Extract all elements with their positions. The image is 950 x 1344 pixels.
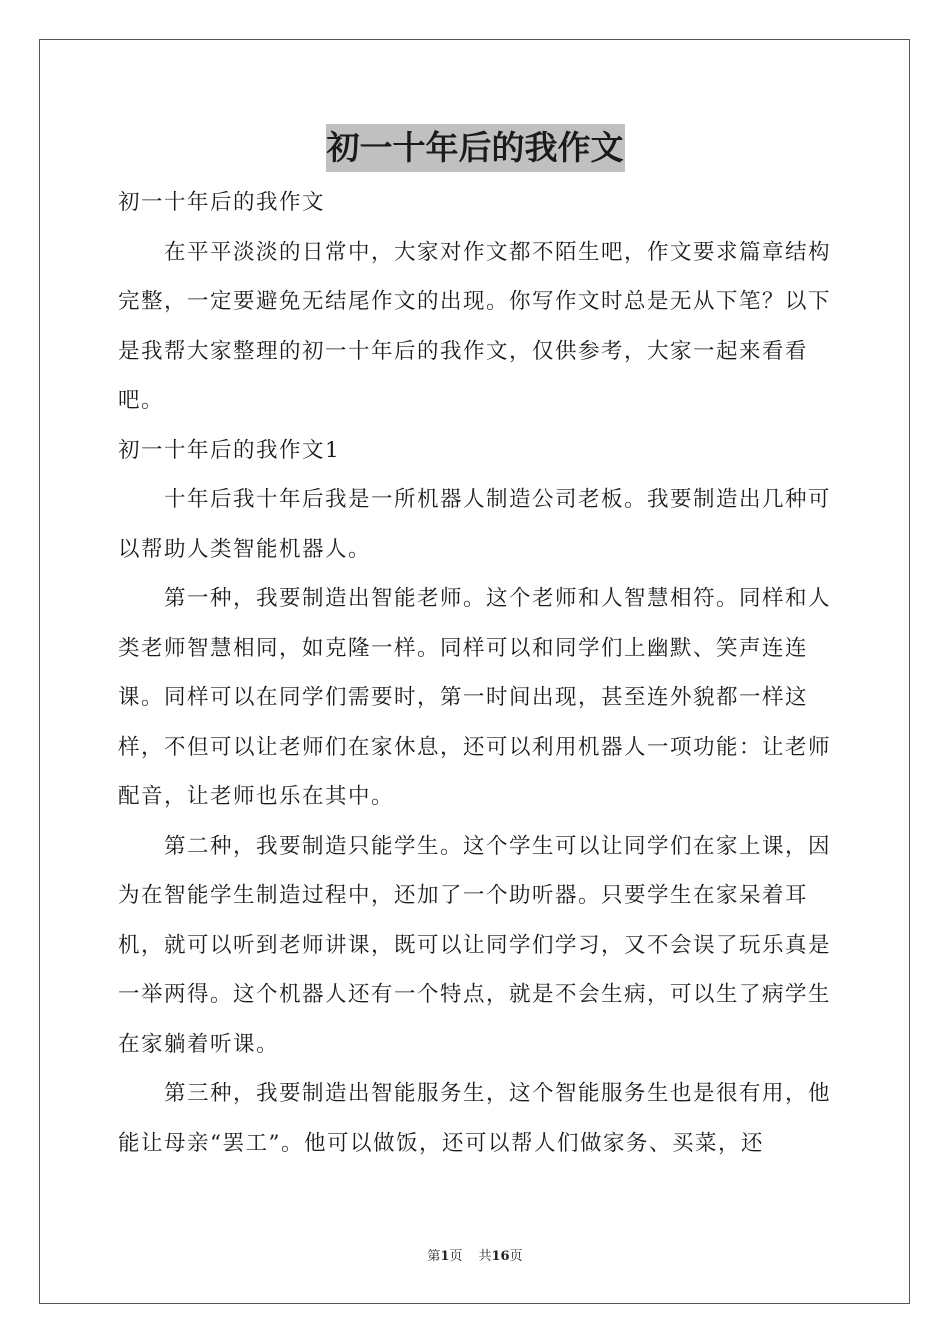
document-title: 初一十年后的我作文 <box>326 124 625 172</box>
section-heading: 初一十年后的我作文1 <box>118 437 341 463</box>
total-suffix: 页 <box>509 1249 523 1264</box>
title-container <box>0 124 950 172</box>
total-prefix: 共 <box>478 1249 492 1264</box>
paragraph: 初一十年后的我作文 <box>118 190 326 215</box>
page-suffix: 页 <box>449 1249 463 1264</box>
document-body <box>118 178 834 1168</box>
paragraph: 在平平淡淡的日常中，大家对作文都不陌生吧，作文要求篇章结构完整，一定要避免无结尾作文的出现。你写作文时总是无从下笔？以下是我帮大家整理的初一十年后的我作文，仅供参考，大家一起来看看吧。 <box>118 239 832 413</box>
total-pages: 16 <box>491 1249 510 1264</box>
paragraph: 第二种，我要制造只能学生。这个学生可以让同学们在家上课，因为在智能学生制造过程中，还加了一个助听器。只要学生在家呆着耳机，就可以听到老师讲课，既可以让同学们学习，又不会误了玩乐真是一举两得。这个机器人还有一个特点，就是不会生病，可以生了病学生在家躺着听课。 <box>118 833 832 1057</box>
page-number: 1 <box>440 1249 450 1264</box>
page-footer <box>0 1247 950 1267</box>
paragraph: 第三种，我要制造出智能服务生，这个智能服务生也是很有用，他能让母亲“罢工”。他可以做饭，还可以帮人们做家务、买菜，还 <box>118 1081 832 1156</box>
page-prefix: 第 <box>427 1249 441 1264</box>
paragraph: 第一种，我要制造出智能老师。这个老师和人智慧相符。同样和人类老师智慧相同，如克隆一样。同样可以和同学们上幽默、笑声连连课。同样可以在同学们需要时，第一时间出现，甚至连外貌都一样这样，不但可以让老师们在家休息，还可以利用机器人一项功能：让老师配音，让老师也乐在其中。 <box>118 586 832 809</box>
paragraph: 十年后我十年后我是一所机器人制造公司老板。我要制造出几种可以帮助人类智能机器人。 <box>118 487 832 562</box>
